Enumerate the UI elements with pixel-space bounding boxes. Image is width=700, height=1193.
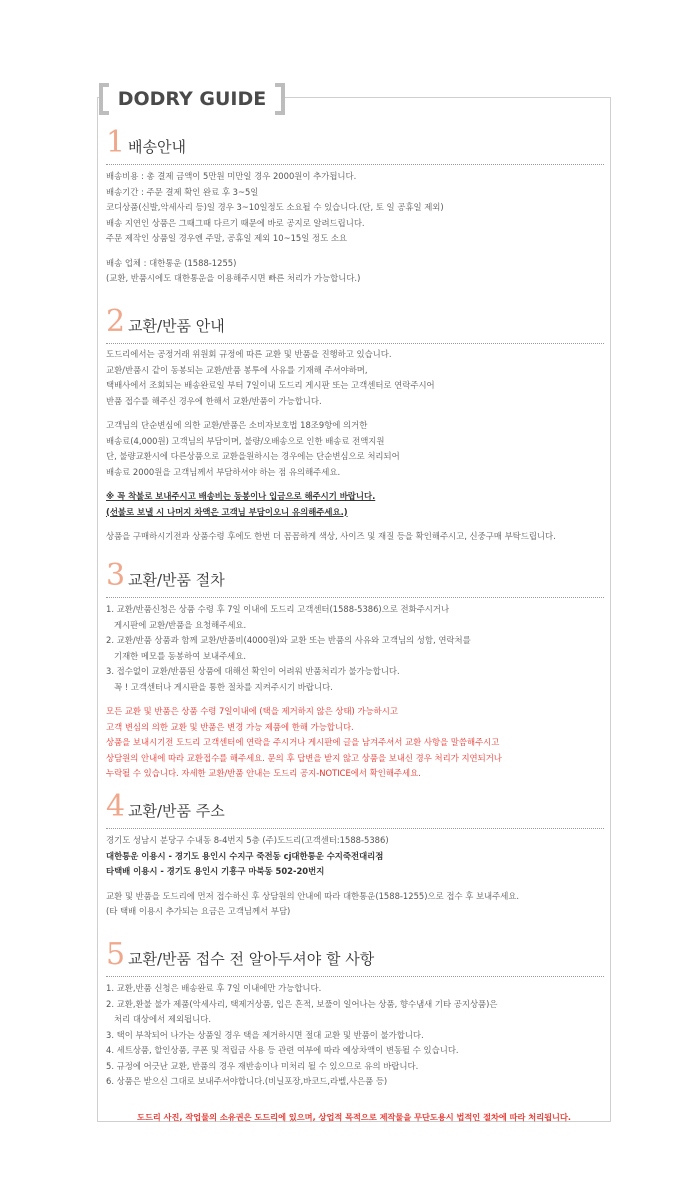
section-exchange-procedure bbox=[106, 558, 606, 778]
body-line: 경기도 성남시 분당구 수내동 8-4번지 5층 (주)도드리(고객센터:1588-5386) bbox=[106, 835, 389, 845]
body-line: 1. 교환/반품신청은 상품 수령 후 7일 이내에 도드리 고객센터(1588-5386)으로 전화주시거나 bbox=[106, 604, 450, 614]
section-number: 5 bbox=[106, 937, 126, 972]
body-line: 1. 교환,반품 신청은 배송완료 후 7일 이내에만 가능합니다. bbox=[106, 983, 322, 993]
section-body bbox=[106, 981, 497, 1090]
body-line: 교환 및 반품을 도드리에 먼저 접수하신 후 상담원의 안내에 따라 대한통운(1588-1255)으로 접수 후 보내주세요. bbox=[106, 890, 520, 901]
section-divider bbox=[106, 828, 604, 829]
warning-line: 누락될 수 있습니다. 자세한 교환/반품 안내는 도드리 공지-NOTICE에서 확인해주세요. bbox=[106, 768, 421, 778]
section-body bbox=[106, 347, 556, 545]
body-line: 단, 불량교환시에 다른상품으로 교환을원하시는 경우에는 단순변심으로 처리되어 bbox=[106, 451, 400, 461]
body-line: 배송기간 : 주문 결제 확인 완료 후 3~5일 bbox=[106, 186, 259, 197]
warning-line: 고객 변심의 의한 교환 및 반품은 변경 가능 제품에 한해 가능합니다. bbox=[106, 721, 354, 732]
section-shipping bbox=[106, 125, 606, 283]
title-bracket-right bbox=[275, 83, 285, 115]
section-divider bbox=[106, 597, 604, 598]
body-line: 배송료(4,000원) 고객님의 부담이며, 불량/오배송으로 인한 배송료 전액지원 bbox=[106, 435, 385, 446]
body-line: 고객님의 단순변심에 의한 교환/반품은 소비자보호법 18조9항에 의거한 bbox=[106, 420, 368, 430]
notice-line: (선불로 보낼 시 나머지 차액은 고객님 부담이오니 유의해주세요.) bbox=[106, 506, 348, 517]
body-line: 상품을 구매하시기전과 상품수령 후에도 한번 더 꼼꼼하게 색상, 사이즈 및 재질 등을 확인해주시고, 신중구매 부탁드립니다. bbox=[106, 531, 556, 541]
section-title: 교환/반품 접수 전 알아두셔야 할 사항 bbox=[128, 950, 375, 968]
body-line: 4. 세트상품, 할인상품, 쿠폰 및 적립금 사용 등 관련 여부에 따라 예상차액이 변동될 수 있습니다. bbox=[106, 1045, 459, 1055]
warning-line: 모든 교환 및 반품은 상품 수령 7일이내에 (택을 제거하지 않은 상태) 가능하시고 bbox=[106, 706, 398, 716]
title-bracket-left bbox=[99, 83, 109, 115]
section-exchange-info bbox=[106, 304, 606, 541]
body-line: (타 택배 이용시 추가되는 요금은 고객님께서 부담) bbox=[106, 906, 291, 916]
body-line: 꼭 ! 고객센터나 게시판을 통한 절차를 지켜주시기 바랍니다. bbox=[114, 681, 333, 692]
copyright-notice: 도드리 사진, 작업물의 소유권은 도드리에 있으며, 상업적 목적으로 제작물을 무단도용시 법적인 절차에 따라 처리됩니다. bbox=[137, 1112, 571, 1122]
guide-title-label bbox=[99, 83, 285, 115]
section-title: 배송안내 bbox=[128, 138, 186, 156]
warning-line: 상담원의 안내에 따라 교환접수를 해주세요. 문의 후 답변을 받지 않고 상품을 보내신 경우 처리가 지연되거나 bbox=[106, 752, 502, 763]
section-divider bbox=[106, 976, 604, 977]
guide-title: DODRY GUIDE bbox=[117, 88, 267, 110]
section-title: 교환/반품 안내 bbox=[128, 317, 225, 335]
body-line: 기재한 메모를 동봉하여 보내주세요. bbox=[114, 650, 247, 661]
body-line: 코디상품(신발,악세사리 등)일 경우 3~10일정도 소요될 수 있습니다.(단, 토 일 공휴일 제외) bbox=[106, 202, 444, 212]
section-number: 2 bbox=[106, 304, 126, 339]
body-line: 처리 대상에서 제외됩니다. bbox=[114, 1014, 211, 1024]
body-line: 반품 접수를 해주신 경우에 한해서 교환/반품이 가능합니다. bbox=[106, 395, 322, 406]
body-line: 배송 지연인 상품은 그때그때 다르기 때문에 바로 공지로 알려드립니다. bbox=[106, 217, 365, 228]
section-title: 교환/반품 절차 bbox=[128, 571, 225, 589]
section-body bbox=[106, 602, 502, 782]
body-line: 택배사에서 조회되는 배송완료일 부터 7일이내 도드리 게시판 또는 고객센터로 연락주시어 bbox=[106, 380, 435, 390]
body-line: 5. 규정에 어긋난 교환, 반품의 경우 재반송이나 미처리 될 수 있으므로 유의 바랍니다. bbox=[106, 1060, 419, 1071]
body-line: 게시판에 교환/반품을 요청해주세요. bbox=[114, 619, 247, 630]
section-number: 4 bbox=[106, 789, 126, 824]
body-line: 주문 제작인 상품일 경우엔 주말, 공휴일 제외 10~15일 정도 소요 bbox=[106, 233, 348, 243]
body-line: (교환, 반품시에도 대한통운을 이용해주시면 빠른 처리가 가능합니다.) bbox=[106, 273, 361, 283]
body-line: 2. 교환/반품 상품과 함께 교환/반품비(4000원)와 교환 또는 반품의 사유와 고객님의 성함, 연락처를 bbox=[106, 635, 471, 645]
section-body bbox=[106, 833, 519, 920]
section-number: 3 bbox=[106, 558, 126, 593]
section-divider bbox=[106, 343, 604, 344]
body-line: 교환/반품시 같이 동봉되는 교환/반품 봉투에 사유를 기재해 주셔야하며, bbox=[106, 364, 368, 375]
section-divider bbox=[106, 164, 604, 165]
address-line: 타택배 이용시 - 경기도 용인시 기흥구 마북동 502-20번지 bbox=[106, 866, 325, 876]
address-line: 대한통운 이용시 - 경기도 용인시 수지구 죽전동 cj대한통운 수지죽전대리점 bbox=[106, 850, 384, 861]
body-line: 배송료 2000원을 고객님께서 부담하셔야 하는 점 유의해주세요. bbox=[106, 466, 341, 477]
body-line: 도드리에서는 공정거래 위원회 규정에 따른 교환 및 반품을 진행하고 있습니다. bbox=[106, 349, 392, 359]
body-line: 3. 택이 부착되어 나가는 상품일 경우 택을 제거하시면 절대 교환 및 반품이 불가합니다. bbox=[106, 1029, 424, 1040]
body-line: 배송 업체 : 대한통운 (1588-1255) bbox=[106, 257, 237, 268]
warning-line: 상품을 보내시기전 도드리 고객센터에 연락을 주시거나 게시판에 글을 남겨주셔서 교환 사항을 말씀해주시고 bbox=[106, 737, 500, 747]
section-before-exchange bbox=[106, 937, 606, 1086]
section-exchange-address bbox=[106, 789, 606, 916]
section-body bbox=[106, 169, 444, 287]
body-line: 3. 접수없이 교환/반품된 상품에 대해선 확인이 어려워 반품처리가 불가능합니다. bbox=[106, 666, 400, 676]
body-line: 배송비용 : 총 결제 금액이 5만원 미만일 경우 2000원이 추가됩니다. bbox=[106, 171, 357, 181]
body-line: 6. 상품은 받으신 그대로 보내주셔야합니다.(비닐포장,바코드,라벨,사은품 등) bbox=[106, 1076, 388, 1086]
notice-line: ※ 꼭 착불로 보내주시고 배송비는 동봉이나 입금으로 해주시기 바랍니다. bbox=[106, 491, 376, 501]
body-line: 2. 교환,환불 불가 제품(악세사리, 택제거상품, 입은 흔적, 보풀이 일어나는 상품, 향수냄새 기타 공지상품)은 bbox=[106, 998, 498, 1009]
section-number: 1 bbox=[106, 125, 126, 160]
section-title: 교환/반품 주소 bbox=[128, 802, 225, 820]
